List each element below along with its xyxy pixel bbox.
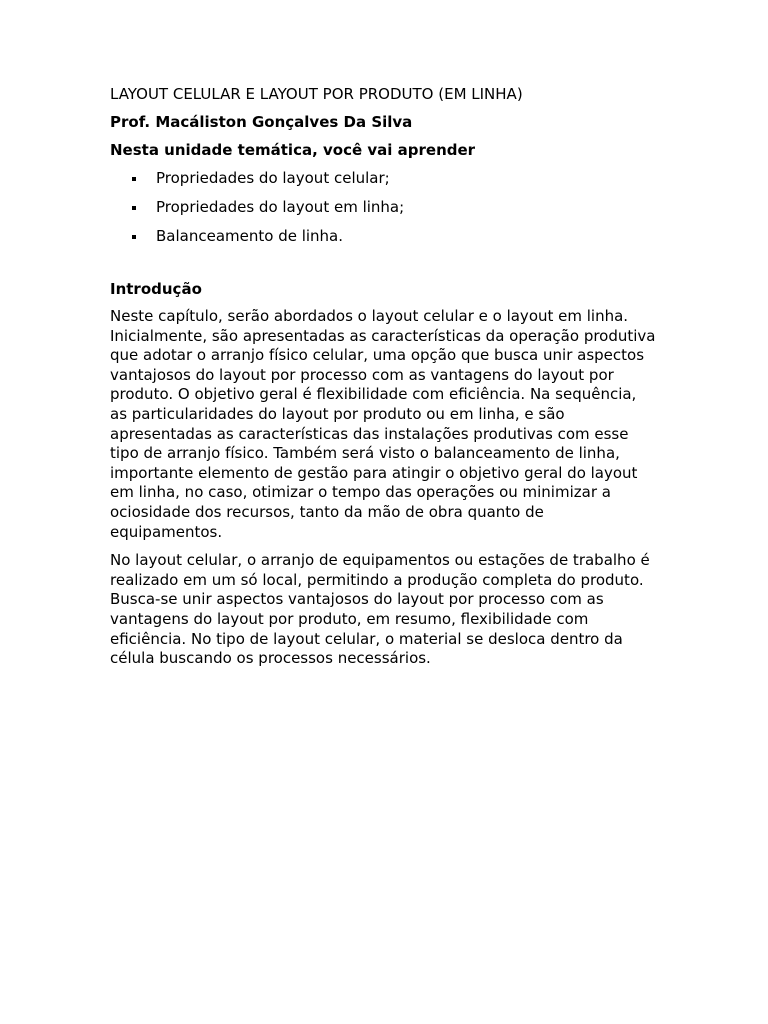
introduction-heading: Introdução — [110, 280, 202, 298]
body-paragraph: No layout celular, o arranjo de equipamentos ou estações de trabalho é realizado em um só local, permitindo a produção completa do produto. Busca-se unir aspectos vantajosos do layout por processo com as vantagens do layout por produto, em resumo, flexibilidade com eficiência. No tipo de layout celular, o material se desloca dentro da célula buscando os processos necessários. — [110, 551, 650, 668]
document-title: LAYOUT CELULAR E LAYOUT POR PRODUTO (EM LINHA) — [110, 85, 523, 103]
list-item: Propriedades do layout em linha; — [132, 197, 658, 217]
document-page — [110, 84, 658, 678]
author-name: Prof. Macáliston Gonçalves Da Silva — [110, 113, 413, 131]
learning-objectives-heading: Nesta unidade temática, você vai aprender — [110, 141, 476, 159]
list-item: Propriedades do layout celular; — [132, 168, 658, 188]
body-paragraph: Neste capítulo, serão abordados o layout celular e o layout em linha. Inicialmente, são apresentadas as características da operação produtiva que adotar o arranjo físico celular, uma opção que busca unir aspectos vantajosos do layout por processo com as vantagens do layout por produto. O objetivo geral é flexibilidade com eficiência. Na sequência, as particularidades do layout por produto ou em linha, e são apresentadas as características das instalações produtivas com esse tipo de arranjo físico. Também será visto o balanceamento de linha, importante elemento de gestão para atingir o objetivo geral do layout em linha, no caso, otimizar o tempo das operações ou minimizar a ociosidade dos recursos, tanto da mão de obra quanto de equipamentos. — [110, 307, 656, 541]
learning-objectives-list — [110, 168, 658, 246]
list-item: Balanceamento de linha. — [132, 226, 658, 246]
